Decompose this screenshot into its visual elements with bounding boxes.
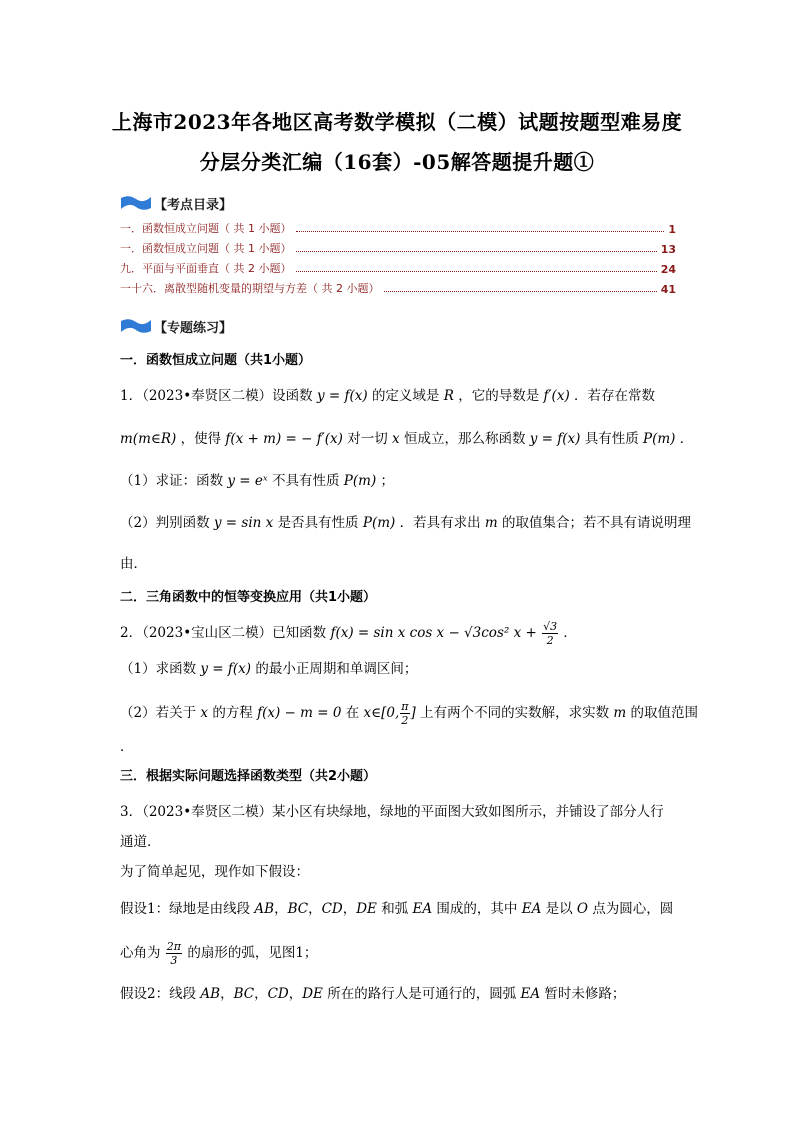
- toc-list: [120, 216, 676, 296]
- toc-item[interactable]: 一十六．离散型随机变量的期望与方差（ 共 2 小题） 41: [120, 282, 676, 296]
- q1-line1: 1．（2023•奉贤区二模）设函数 y = f(x) 的定义域是 R ，它的导数是 f′(x) ．若存在常数: [120, 388, 656, 404]
- q2-part1: （1）求函数 y = f(x) 的最小正周期和单调区间；: [120, 661, 418, 677]
- doc-title-line1: 上海市2023年各地区高考数学模拟（二模）试题按题型难易度: [111, 110, 683, 134]
- doc-title-line2: 分层分类汇编（16套）-05解答题提升题①: [199, 150, 595, 174]
- q2-part2: （2）若关于 x 的方程 f(x) − m = 0 在 x∈[0, $\frac{\pi}{2}$ ] 上有两个不同的实数解，求实数 m 的取值范围: [120, 700, 699, 727]
- toc-item[interactable]: 一．函数恒成立问题（ 共 1 小题） 1: [120, 222, 676, 236]
- toc-item[interactable]: 九．平面与平面垂直（ 共 2 小题） 24: [120, 262, 676, 276]
- q2-line1: 2．（2023•宝山区二模）已知函数 f(x) = sin x cos x − √3cos² x + $\frac{√3}{2}$ ．: [120, 620, 577, 647]
- wave-flag-icon: [120, 194, 152, 212]
- toc-heading-label: 【考点目录】: [154, 197, 233, 213]
- q1-part2-cont: 由．: [120, 556, 147, 572]
- q3-line3: 为了简单起见，现作如下假设：: [120, 864, 309, 880]
- q3-assumption1: 假设1：绿地是由线段 AB，BC，CD，DE 和弧 EA 围成的，其中 EA 是以 O 点为圆心，圆: [120, 901, 674, 917]
- section-1-title: 一．函数恒成立问题（共1小题）: [120, 353, 312, 368]
- toc-heading: [120, 190, 232, 216]
- section-3-title: 三．根据实际问题选择函数类型（共2小题）: [120, 769, 377, 784]
- wave-flag-icon: [120, 317, 152, 335]
- q3-line1: 3．（2023•奉贤区二模）某小区有块绿地，绿地的平面图大致如图所示，并铺设了部分人行: [120, 804, 664, 820]
- q3-line2: 通道．: [120, 834, 161, 850]
- q1-part1: （1）求证：函数 y = eˣ 不具有性质 P(m) ；: [120, 473, 395, 489]
- q3-assumption2: 假设2：线段 AB，BC，CD，DE 所在的路行人是可通行的，圆弧 EA 暂时未修路；: [120, 986, 626, 1002]
- practice-heading: [120, 313, 232, 339]
- q2-end: ．: [120, 739, 134, 755]
- practice-heading-label: 【专题练习】: [154, 320, 233, 336]
- q1-part2: （2）判别函数 y = sin x 是否具有性质 P(m) ．若具有求出 m 的取值集合；若不具有请说明理: [120, 515, 691, 531]
- section-2-title: 二．三角函数中的恒等变换应用（共1小题）: [120, 590, 377, 605]
- toc-item[interactable]: 一．函数恒成立问题（ 共 1 小题） 13: [120, 242, 676, 256]
- q1-line2: m(m∈R) ，使得 f(x + m) = − f′(x) 对一切 x 恒成立，那么称函数 y = f(x) 具有性质 P(m) ．: [120, 431, 694, 447]
- q3-assumption1-cont: 心角为 $\frac{2\pi}{3}$ 的扇形的弧，见图1；: [120, 940, 318, 967]
